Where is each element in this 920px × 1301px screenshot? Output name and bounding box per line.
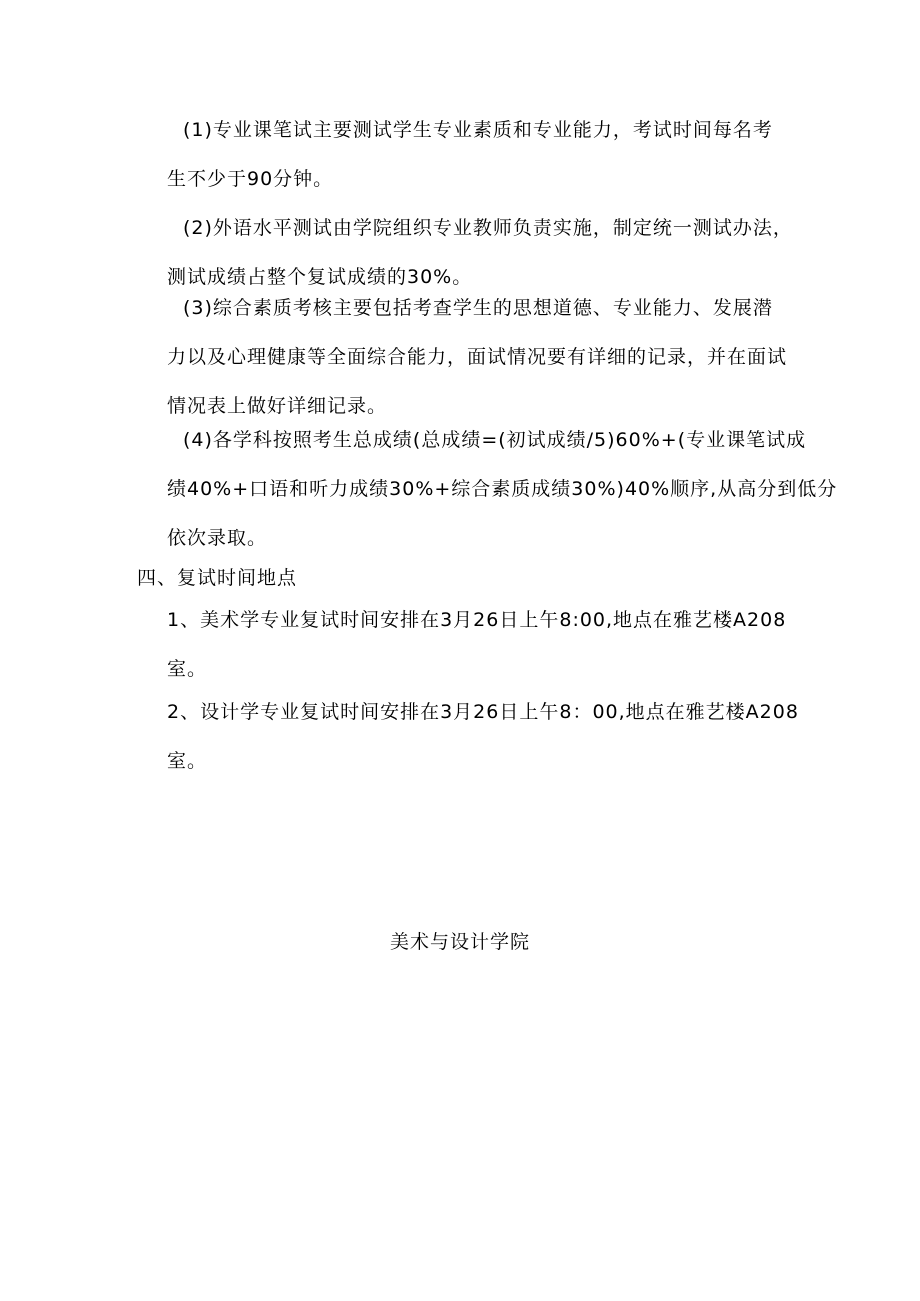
text-line: 室。 [167,750,208,772]
text-line: 1、美术学专业复试时间安排在3月26日上午8:00,地点在雅艺楼A208 [167,609,787,631]
assessment-item-4 [0,416,920,563]
section-heading-text: 四、复试时间地点 [137,567,298,589]
text-line: 室。 [167,658,208,680]
text-line: 绩40%+口语和听力成绩30%+综合素质成绩30%)40%顺序,从高分到低分 [167,478,838,500]
text-line: (3)综合素质考核主要包括考查学生的思想道德、专业能力、发展潜 [183,297,773,319]
text-line: 生不少于90分钟。 [167,168,334,190]
assessment-item-3 [0,284,920,431]
text-line: (4)各学科按照考生总成绩(总成绩=(初试成绩/5)60%+(专业课笔试成 [183,429,807,451]
text-line: (2)外语水平测试由学院组织专业教师负责实施，制定统一测试办法， [183,217,793,239]
text-line: 测试成绩占整个复试成绩的30%。 [167,266,473,288]
text-line: 情况表上做好详细记录。 [167,395,388,417]
assessment-item-1 [0,106,920,204]
schedule-item-1 [0,596,920,694]
text-line: 力以及心理健康等全面综合能力，面试情况要有详细的记录，并在面试 [167,346,788,368]
text-line: 2、设计学专业复试时间安排在3月26日上午8：00,地点在雅艺楼A208 [167,701,799,723]
text-line: 依次录取。 [167,527,268,549]
schedule-item-2 [0,688,920,786]
institution-signature: 美术与设计学院 [389,931,530,953]
text-line: (1)专业课笔试主要测试学生专业素质和专业能力，考试时间每名考 [183,119,773,141]
